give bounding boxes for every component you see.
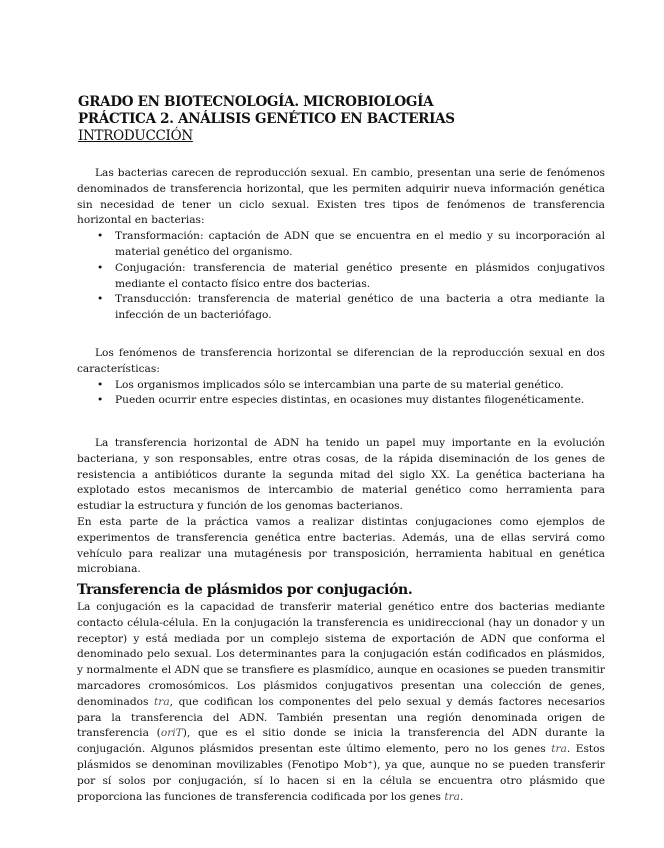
role-paragraph: La transferencia horizontal de ADN ha tenido un papel muy importante en la evolución bacteriana, y son responsables, entre otras cosas, de la rápida diseminación de los genes de resistencia a antibióticos durante la segunda mitad del siglo XX. La genética bacteriana ha explotado estos mecanismos de intercambio de material genético como herramienta para estudiar la estructura y función de los genomas bacterianos. bbox=[77, 437, 605, 513]
course-title: GRADO EN BIOTECNOLOGÍA. MICROBIOLOGÍA bbox=[78, 94, 434, 110]
list-item: • Los organismos implicados sólo se intercambian una parte de su material genético. bbox=[77, 378, 605, 394]
gene-name: tra bbox=[444, 790, 460, 803]
transfer-types-list bbox=[77, 229, 605, 324]
practice-title: PRÁCTICA 2. ANÁLISIS GENÉTICO EN BACTERIAS bbox=[78, 111, 455, 127]
section-heading: Transferencia de plásmidos por conjugación. bbox=[77, 582, 413, 598]
list-item: • Conjugación: transferencia de material genético presente en plásmidos conjugativos mediante el contacto físico entre dos bacterias. bbox=[77, 261, 605, 293]
intro-heading: INTRODUCCIÓN bbox=[78, 128, 193, 144]
practice-paragraph: En esta parte de la práctica vamos a realizar distintas conjugaciones como ejemplos de experimentos de transferencia genética entre bacterias. Además, una de ellas servirá como vehículo para realizar una mutagénesis por transposición, herramienta habitual en genética microbiana. bbox=[77, 515, 605, 576]
conjugation-paragraph bbox=[77, 600, 605, 805]
gene-name: tra bbox=[551, 743, 567, 756]
text-run: La conjugación es la capacidad de transferir material genético entre dos bacterias mediante contacto célula-célula. En la conjugación la transferencia es unidireccional (hay un donador y un receptor) y está mediada por un complejo sistema de exportación de ADN que conforma el denominado pelo sexual. Los determinantes para la conjugación están codificados en plásmidos, y normalmente el ADN que se transfiere es plasmídico, aunque en ocasiones se pueden transmitir marcadores cromosómicos. Los plásmidos conjugativos presentan una colección de genes, denominados bbox=[77, 601, 605, 708]
gene-name: tra bbox=[154, 695, 170, 708]
text-run: . Estos plásmidos se denominan movilizables (Fenotipo Mob⁺), ya que, aunque no se pueden transferir por sí solos por conjugación, sí lo hacen si en la célula se encuentra otro plásmido que proporciona las funciones de transferencia codificada por los genes bbox=[77, 743, 605, 803]
text-run: ), que es el sitio donde se inicia la transferencia del ADN durante la conjugación. Algunos plásmidos presentan este último elemento, pero no los genes bbox=[77, 727, 606, 756]
text-run: . bbox=[460, 790, 464, 803]
differences-paragraph: Los fenómenos de transferencia horizontal se diferencian de la reproducción sexual en dos características: bbox=[77, 347, 605, 375]
differences-list bbox=[77, 378, 605, 410]
text-run: , que codifican los componentes del pelo sexual y demás factores necesarios para la transferencia del ADN. También presentan una región denominada origen de transferencia ( bbox=[77, 695, 605, 740]
list-item: • Pueden ocurrir entre especies distintas, en ocasiones muy distantes filogenéticamente. bbox=[77, 393, 605, 409]
conjugation-section bbox=[77, 600, 605, 805]
intro-section bbox=[77, 166, 605, 324]
list-item: • Transducción: transferencia de material genético de una bacteria a otra mediante la infección de un bacteriófago. bbox=[77, 292, 605, 324]
intro-paragraph: Las bacterias carecen de reproducción sexual. En cambio, presentan una serie de fenómenos denominados de transferencia horizontal, que les permiten adquirir nueva información genética sin necesidad de tener un ciclo sexual. Existen tres tipos de fenómenos de transferencia horizontal en bacterias: bbox=[77, 167, 605, 227]
differences-section bbox=[77, 346, 605, 409]
gene-name: oriT bbox=[160, 727, 183, 740]
list-item: • Transformación: captación de ADN que se encuentra en el medio y su incorporación al material genético del organismo. bbox=[77, 229, 605, 261]
role-section bbox=[77, 436, 605, 578]
